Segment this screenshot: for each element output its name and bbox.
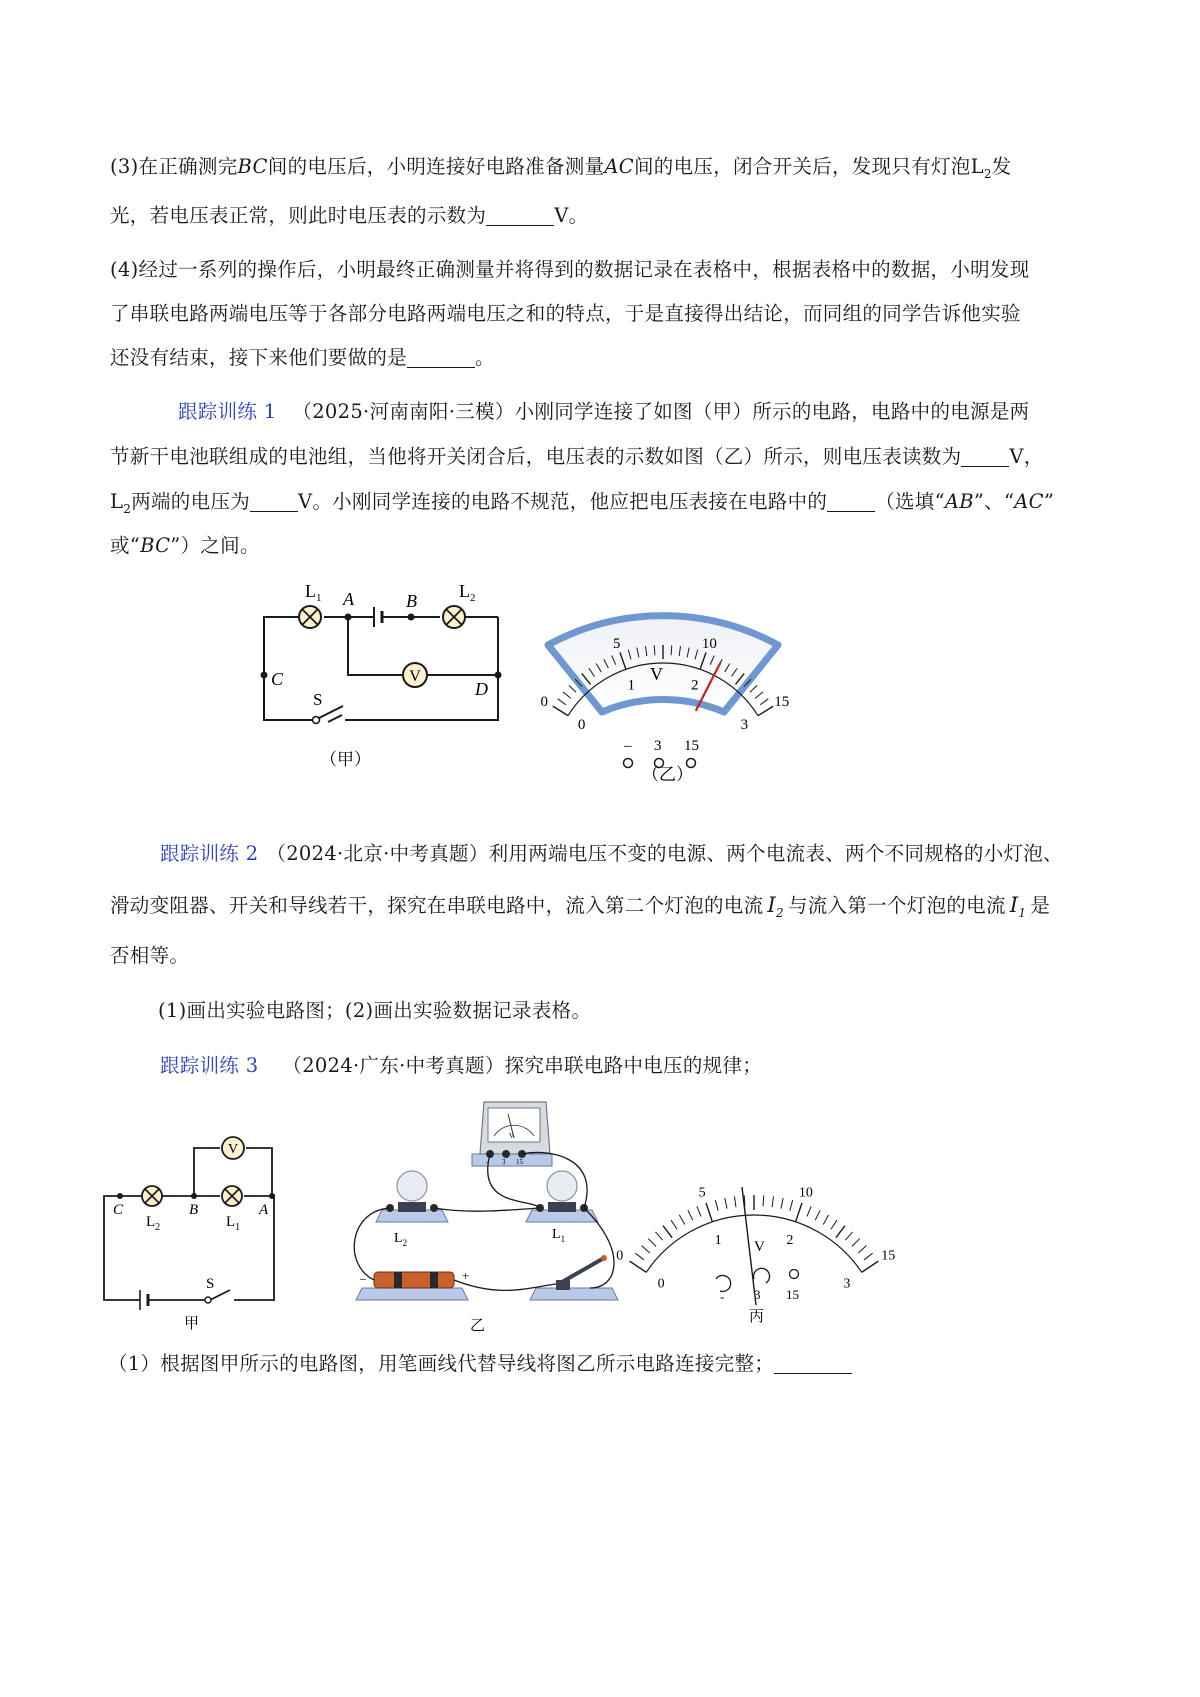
- scale-tick: [558, 699, 566, 705]
- q3-text: 间的电压后，小明连接好电路准备测量: [267, 155, 605, 178]
- scale-tick: [697, 1206, 701, 1216]
- scale-tick: [655, 1232, 662, 1240]
- scale-tick: [815, 1210, 820, 1220]
- circuit-diagram-jia-t3: [96, 1128, 296, 1338]
- lower-scale-label: 0: [577, 717, 586, 734]
- lamp-l2-symbol: [142, 1186, 162, 1206]
- t2-line3: 否相等。: [110, 944, 190, 967]
- label-l1: $L_1$: [552, 1227, 566, 1244]
- apparatus-diagram-yi: [350, 1098, 630, 1338]
- bulb-l2-device: [376, 1171, 448, 1222]
- q4-text: 。: [475, 346, 495, 369]
- t2-sub: (1)画出实验电路图；(2)画出实验数据记录表格。: [158, 999, 592, 1022]
- switch-pivot: [205, 1297, 211, 1303]
- t2-text: 是: [1030, 894, 1051, 917]
- scale-tick: [688, 1210, 693, 1220]
- node-b: [408, 614, 415, 621]
- label-c: C: [271, 669, 284, 689]
- unit-label: V: [650, 664, 663, 684]
- label-l2: $L_2$: [394, 1231, 408, 1248]
- answer-blank[interactable]: [961, 444, 1009, 467]
- terminal-label-3: 3: [754, 1287, 761, 1302]
- scale-tick: [790, 1200, 793, 1211]
- q4-line1: (4)经过一系列的操作后，小明最终正确测量并将得到的数据记录在表格中，根据表格中的数据，小明发现: [110, 258, 1030, 281]
- training-label: 跟踪训练 1: [178, 400, 277, 423]
- terminal-label-minus: -: [720, 1289, 725, 1304]
- answer-blank[interactable]: [827, 489, 875, 512]
- upper-scale-label: 10: [701, 635, 717, 652]
- scale-tick: [635, 1253, 644, 1260]
- scale-tick: [781, 1198, 783, 1209]
- scale-tick: [772, 1196, 773, 1207]
- scale-tick: [553, 706, 568, 716]
- scale-tick: [735, 1196, 736, 1207]
- q4-line2: 了串联电路两端电压等于各部分电路两端电压之和的特点，于是直接得出结论，而同组的同学告诉他实验: [110, 302, 1021, 325]
- label-s: S: [313, 690, 323, 709]
- t1-text: 或“: [110, 534, 141, 557]
- terminal-label-minus: –: [624, 738, 632, 754]
- terminal-label-15: 15: [684, 738, 699, 754]
- option-ac: AC: [1014, 490, 1044, 513]
- upper-scale-label: 0: [616, 1248, 624, 1264]
- q4-text: 还没有结束，接下来他们要做的是: [110, 346, 408, 369]
- node-c: [261, 672, 268, 679]
- scale-tick: [823, 1215, 828, 1225]
- switch-device: [530, 1255, 618, 1300]
- q3-line2: [110, 192, 1100, 240]
- t1-text: （选填“: [875, 490, 945, 513]
- svg-text:V: V: [509, 1132, 515, 1140]
- t1-text: ”）之间。: [170, 534, 260, 557]
- t1-text: V，: [1009, 445, 1044, 468]
- scale-tick: [852, 1239, 860, 1247]
- answer-blank[interactable]: [486, 203, 554, 226]
- upper-scale-label: 15: [881, 1248, 896, 1264]
- t1-text: 节新干电池联组成的电池组，当他将开关闭合后，电压表的示数如图（乙）所示，则电压表读数为: [110, 445, 962, 468]
- t1-text: ”: [1043, 490, 1055, 513]
- voltmeter-device: [472, 1102, 552, 1166]
- label-a: A: [343, 589, 354, 609]
- scale-tick: [858, 1246, 866, 1253]
- source-tag: （2024·广东·中考真题）: [282, 1054, 505, 1077]
- terminal-3[interactable]: [754, 1268, 770, 1283]
- q3-line1: [110, 143, 1100, 198]
- t3-sub-text: （1）根据图甲所示的电路图，用笔画线代替导线将图乙所示电路连接完整；: [108, 1352, 775, 1375]
- scale-tick: [563, 692, 571, 698]
- q3-text: 光，若电压表正常，则此时电压表的示数为: [110, 204, 487, 227]
- scale-tick: [763, 1195, 764, 1206]
- t2-line1: [110, 830, 1100, 878]
- q3-text: 在正确测完: [138, 155, 238, 178]
- svg-text:V: V: [227, 1142, 239, 1157]
- voltmeter-scale-bing: [616, 1155, 896, 1335]
- scale-tick: [671, 645, 672, 655]
- answer-blank[interactable]: [774, 1351, 852, 1374]
- label-d: D: [475, 679, 488, 699]
- scale-tick: [836, 1226, 845, 1238]
- t3-sub: [108, 1340, 1098, 1388]
- svg-text:-: -: [486, 1158, 489, 1166]
- scale-tick: [671, 1220, 677, 1229]
- upper-scale-label: 5: [612, 635, 621, 652]
- training-label: 跟踪训练 3: [160, 1054, 259, 1077]
- scale-tick: [725, 1198, 727, 1209]
- t2-text: 滑动变阻器、开关和导线若干，探究在串联电路中，流入第二个灯泡的电流: [110, 894, 764, 917]
- scale-tick: [679, 1215, 684, 1225]
- figure-caption: （乙）: [642, 765, 693, 784]
- terminal-label-15: 15: [786, 1287, 799, 1302]
- label-b: B: [406, 591, 417, 611]
- lower-scale-label: 1: [627, 677, 635, 694]
- scale-tick: [807, 1206, 811, 1216]
- lamp-l2-symbol: [443, 606, 465, 628]
- node-b: [191, 1193, 197, 1199]
- lower-scale-label: 2: [786, 1232, 794, 1248]
- lamp-l2-label: $L_2$: [970, 155, 992, 181]
- q3-text: 发: [991, 155, 1012, 178]
- figure-caption: 乙: [470, 1318, 486, 1334]
- scale-tick: [630, 1261, 647, 1272]
- lower-scale-label: 0: [657, 1276, 665, 1292]
- lamp-l1-symbol: [299, 606, 321, 628]
- voltmeter-dial-yi: [538, 590, 790, 784]
- scale-tick: [845, 1232, 852, 1240]
- answer-blank[interactable]: [250, 489, 298, 512]
- scale-tick: [706, 1203, 712, 1222]
- t1-line4: [110, 522, 1100, 570]
- svg-text:V: V: [409, 668, 421, 685]
- q3-text: V。: [554, 204, 589, 227]
- lower-scale-label: 3: [740, 717, 749, 734]
- svg-text:–: –: [360, 1271, 366, 1285]
- node-c: [117, 1193, 123, 1199]
- scale-tick: [831, 1220, 837, 1229]
- option-ab: AB: [944, 490, 974, 513]
- t1-text: 两端的电压为: [131, 490, 250, 513]
- lower-scale-label: 1: [714, 1232, 722, 1248]
- option-bc: BC: [140, 534, 171, 557]
- scale-tick: [750, 685, 757, 692]
- upper-scale-label: 15: [774, 693, 790, 710]
- scale-tick: [569, 685, 576, 692]
- t1-text: V。小刚同学连接的电路不规范，他应把电压表接在电路中的: [298, 490, 828, 513]
- t2-line2: [110, 881, 1100, 937]
- scale-tick: [760, 699, 768, 705]
- label-l2: $L_2$: [146, 1214, 161, 1233]
- q3-text: 间的电压，闭合开关后，发现只有灯泡: [633, 155, 971, 178]
- t1-line2: [110, 433, 1100, 481]
- scale-tick: [648, 1239, 656, 1247]
- lamp-l1-symbol: [222, 1186, 242, 1206]
- scale-tick: [796, 1203, 802, 1222]
- label-s: S: [206, 1276, 215, 1292]
- label-l1: $L_1$: [305, 581, 322, 604]
- scale-tick: [864, 1253, 873, 1260]
- voltmeter-symbol: [403, 663, 427, 687]
- circuit-diagram-jia: [250, 575, 520, 775]
- training-label: 跟踪训练 2: [160, 842, 259, 865]
- svg-text:3: 3: [502, 1158, 506, 1166]
- svg-text:15: 15: [516, 1158, 523, 1166]
- node-a: [269, 1193, 275, 1199]
- t2-text: 与流入第一个灯泡的电流: [787, 894, 1006, 917]
- upper-scale-label: 5: [698, 1185, 706, 1201]
- q3-number: (3): [110, 155, 139, 178]
- source-tag: （2025·河南南阳·三模）: [292, 400, 515, 423]
- upper-scale-label: 0: [540, 693, 549, 710]
- q4-line3: [110, 334, 1100, 382]
- t2-text: 利用两端电压不变的电源、两个电流表、两个不同规格的小灯泡、: [488, 842, 1063, 865]
- label-l2: $L_2$: [459, 581, 476, 604]
- battery-device: [356, 1268, 469, 1300]
- t3-line1: [110, 1042, 1100, 1090]
- t3-text: 探究串联电路中电压的规律；: [504, 1054, 763, 1077]
- segment-ac: AC: [604, 155, 634, 178]
- node-a: [345, 614, 352, 621]
- current-i2: $I_2$: [767, 893, 784, 921]
- terminal-label-3: 3: [654, 738, 662, 754]
- t1-text: 小刚同学连接了如图（甲）所示的电路，电路中的电源是两: [514, 400, 1030, 423]
- label-l1: $L_1$: [226, 1214, 241, 1233]
- scale-tick: [755, 692, 763, 698]
- voltmeter-symbol: [222, 1137, 244, 1159]
- lower-scale-label: 2: [691, 677, 699, 694]
- scale-tick: [715, 1200, 718, 1211]
- current-i1: $I_1$: [1009, 893, 1027, 921]
- lamp-l2-label: $L_2$: [110, 490, 132, 516]
- scale-tick: [862, 1261, 879, 1272]
- label-c: C: [113, 1202, 124, 1218]
- scale-tick: [758, 706, 773, 716]
- figure-caption: （甲）: [320, 750, 371, 769]
- source-tag: （2024·北京·中考真题）: [266, 842, 489, 865]
- terminal-minus[interactable]: [624, 759, 633, 768]
- scale-tick: [642, 1246, 650, 1253]
- scale-tick: [663, 1226, 672, 1238]
- segment-bc: BC: [237, 155, 268, 178]
- t1-line1: [110, 388, 1100, 436]
- upper-scale-label: 10: [798, 1185, 813, 1201]
- answer-blank[interactable]: [407, 345, 475, 368]
- figure-caption: 甲: [184, 1316, 200, 1332]
- label-b: B: [189, 1202, 199, 1218]
- label-a: A: [259, 1202, 269, 1218]
- figure-caption: 丙: [749, 1309, 765, 1325]
- scale-tick: [654, 645, 655, 655]
- t1-text: ”、“: [973, 490, 1015, 513]
- svg-text:+: +: [462, 1268, 470, 1283]
- unit-label: V: [754, 1239, 765, 1255]
- node-d: [495, 672, 502, 679]
- terminal-15[interactable]: [790, 1270, 799, 1279]
- lower-scale-label: 3: [843, 1276, 851, 1292]
